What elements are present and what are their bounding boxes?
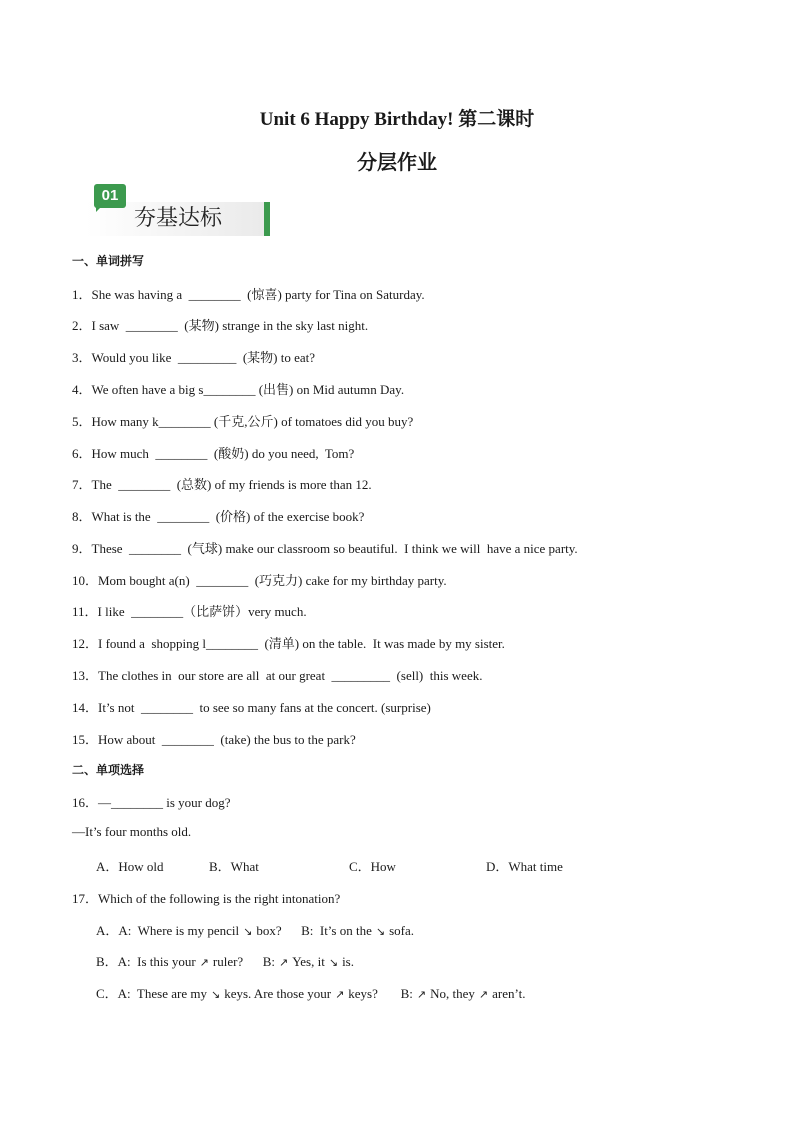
- question-item: 2．I saw ________ (某物) strange in the sky last night.: [72, 318, 369, 333]
- section-heading-choice: 二、单项选择: [72, 763, 145, 777]
- option-c-line: [96, 983, 525, 1002]
- question-item: 3．Would you like _________ (某物) to eat?: [72, 350, 316, 365]
- question-item: 12．I found a shopping l________ (清单) on the table. It was made by my sister.: [72, 636, 505, 651]
- page-title: Unit 6 Happy Birthday! 第二课时: [259, 109, 535, 130]
- option-text: sofa.: [389, 923, 414, 938]
- falling-intonation-icon: ↘: [243, 925, 253, 938]
- question-item: 4．We often have a big s________ (出售) on Mid autumn Day.: [72, 382, 405, 397]
- question-item: 6．How much ________ (酸奶) do you need, Tom?: [72, 446, 355, 461]
- question-item: 11．I like ________（比萨饼）very much.: [72, 604, 307, 619]
- option-text: keys? B:: [348, 986, 413, 1001]
- badge-label: 夯基达标: [134, 206, 223, 231]
- option-text: keys. Are those your: [224, 986, 332, 1001]
- section-badge: [84, 182, 272, 238]
- rising-intonation-icon: ↗: [199, 956, 209, 969]
- option-text: Yes, it: [292, 954, 325, 969]
- option-text: aren’t.: [492, 986, 526, 1001]
- question-item: 15．How about ________ (take) the bus to the park?: [72, 732, 356, 747]
- falling-intonation-icon: ↘: [210, 988, 221, 1001]
- option-text: is.: [342, 954, 354, 969]
- option-text: C．A: These are my: [96, 986, 207, 1001]
- question-item: 9．These ________ (气球) make our classroom so beautiful. I think we will have a nice party.: [72, 541, 578, 556]
- option-b-line: [96, 951, 354, 970]
- question-item: 1．She was having a ________ (惊喜) party for Tina on Saturday.: [72, 287, 425, 302]
- question-16-reply: —It’s four months old.: [72, 824, 192, 839]
- badge-number: 01: [94, 184, 126, 208]
- option-text: box? B: It’s on the: [256, 923, 372, 938]
- question-item: 14．It’s not ________ to see so many fans at the concert. (surprise): [72, 700, 431, 715]
- option-text: ruler? B:: [212, 954, 275, 969]
- rising-intonation-icon: ↗: [416, 988, 427, 1001]
- question-item: 13．The clothes in our store are all at our great _________ (sell) this week.: [72, 668, 483, 683]
- rising-intonation-icon: ↗: [335, 988, 345, 1001]
- section-heading-spelling: 一、单词拼写: [72, 254, 145, 268]
- question-item: 10．Mom bought a(n) ________ (巧克力) cake for my birthday party.: [72, 573, 447, 588]
- rising-intonation-icon: ↗: [478, 988, 489, 1001]
- question-17-stem: 17．Which of the following is the right intonation?: [72, 891, 341, 906]
- option-text: No, they: [430, 986, 475, 1001]
- question-item: 7．The ________ (总数) of my friends is more than 12.: [72, 477, 372, 492]
- badge-accent: [264, 202, 270, 236]
- falling-intonation-icon: ↘: [375, 925, 386, 938]
- option-c: C．How: [349, 859, 396, 874]
- question-item: 5．How many k________ (千克,公斤) of tomatoes did you buy?: [72, 414, 414, 429]
- falling-intonation-icon: ↘: [328, 956, 339, 969]
- page-subtitle: 分层作业: [357, 152, 437, 174]
- question-16-stem: 16．—________ is your dog?: [72, 795, 231, 810]
- option-b: B．What: [209, 859, 259, 874]
- badge-tail: [96, 206, 102, 212]
- option-text: B．A: Is this your: [96, 954, 196, 969]
- rising-intonation-icon: ↗: [278, 956, 289, 969]
- option-text: A．A: Where is my pencil: [96, 923, 240, 938]
- option-a: A．How old: [96, 859, 164, 874]
- question-item: 8．What is the ________ (价格) of the exercise book?: [72, 509, 365, 524]
- option-a-line: [96, 920, 414, 939]
- option-d: D．What time: [486, 859, 563, 874]
